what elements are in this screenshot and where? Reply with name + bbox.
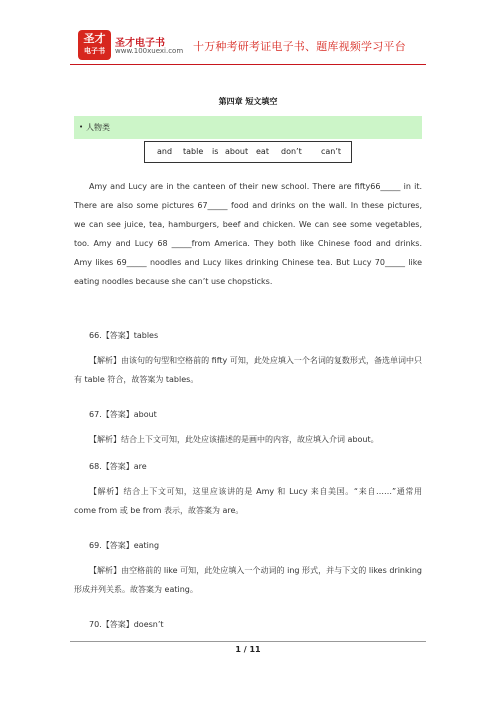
answer-67: 67.【答案】about [89,410,157,419]
word-bank-item: don’t [281,147,302,156]
word-bank-item: and [157,147,173,156]
page-number: 1 / 11 [235,645,261,654]
header-divider [70,64,426,65]
word-bank-item: about [225,147,249,156]
brand-url[interactable]: www.100xuexi.com [115,47,184,55]
word-bank-item: can’t [321,147,342,156]
bullet-icon: • [79,123,84,131]
explanation-66: 【解析】由该句的句型和空格前的 fifty 可知，此处应填入一个名词的复数形式，备选单词中只有 table 符合，故答案为 tables。 [74,356,422,384]
answer-66: 66.【答案】tables [89,331,159,340]
explanation-68: 【解析】结合上下文可知，这里应该讲的是 Amy 和 Lucy 来自美国。“来自……”通常用 come from 或 be from 表示，故答案为 are。 [74,487,422,515]
answer-69: 69.【答案】eating [89,541,160,550]
logo-top-text: 圣才 [83,32,106,45]
category-label: 人物类 [86,123,110,132]
reading-passage: Amy and Lucy are in the canteen of their new school. There are fifty66_____ in it. There are also some pictures 67_____ food and drinks on the wall. In these pictures, we can see juice, tea, hamburgers, beef and chicken. We can see some vegetables, too. Amy and Lucy 68 _____from America. They both like Chinese food and drinks. Amy likes 69_____ noodles and Lucy likes drinking Chinese tea. But Lucy 70_____ like eating noodles because she can’t use chopsticks. [74,182,422,286]
page-header [0,0,496,62]
chapter-title: 第四章 短文填空 [218,97,278,106]
explanation-67: 【解析】结合上下文可知，此处应该描述的是画中的内容，故应填入介词 about。 [89,435,379,444]
category-bar [74,116,422,139]
footer-divider [70,641,426,642]
answer-70: 70.【答案】doesn’t [89,620,164,629]
explanation-69: 【解析】由空格前的 like 可知，此处应填入一个动词的 ing 形式，并与下文的 likes drinking 形成并列关系。故答案为 eating。 [74,566,422,594]
word-bank-item: eat [256,147,269,156]
header-slogan: 十万种考研考证电子书、题库视频学习平台 [193,40,406,53]
word-bank-box [144,141,352,163]
word-bank-item: is [212,147,219,156]
answer-68: 68.【答案】are [89,462,147,471]
brand-logo [78,30,111,60]
brand-name: 圣才电子书 [115,38,165,49]
logo-bottom-text: 电子书 [84,47,105,55]
word-bank-item: table [183,147,204,156]
